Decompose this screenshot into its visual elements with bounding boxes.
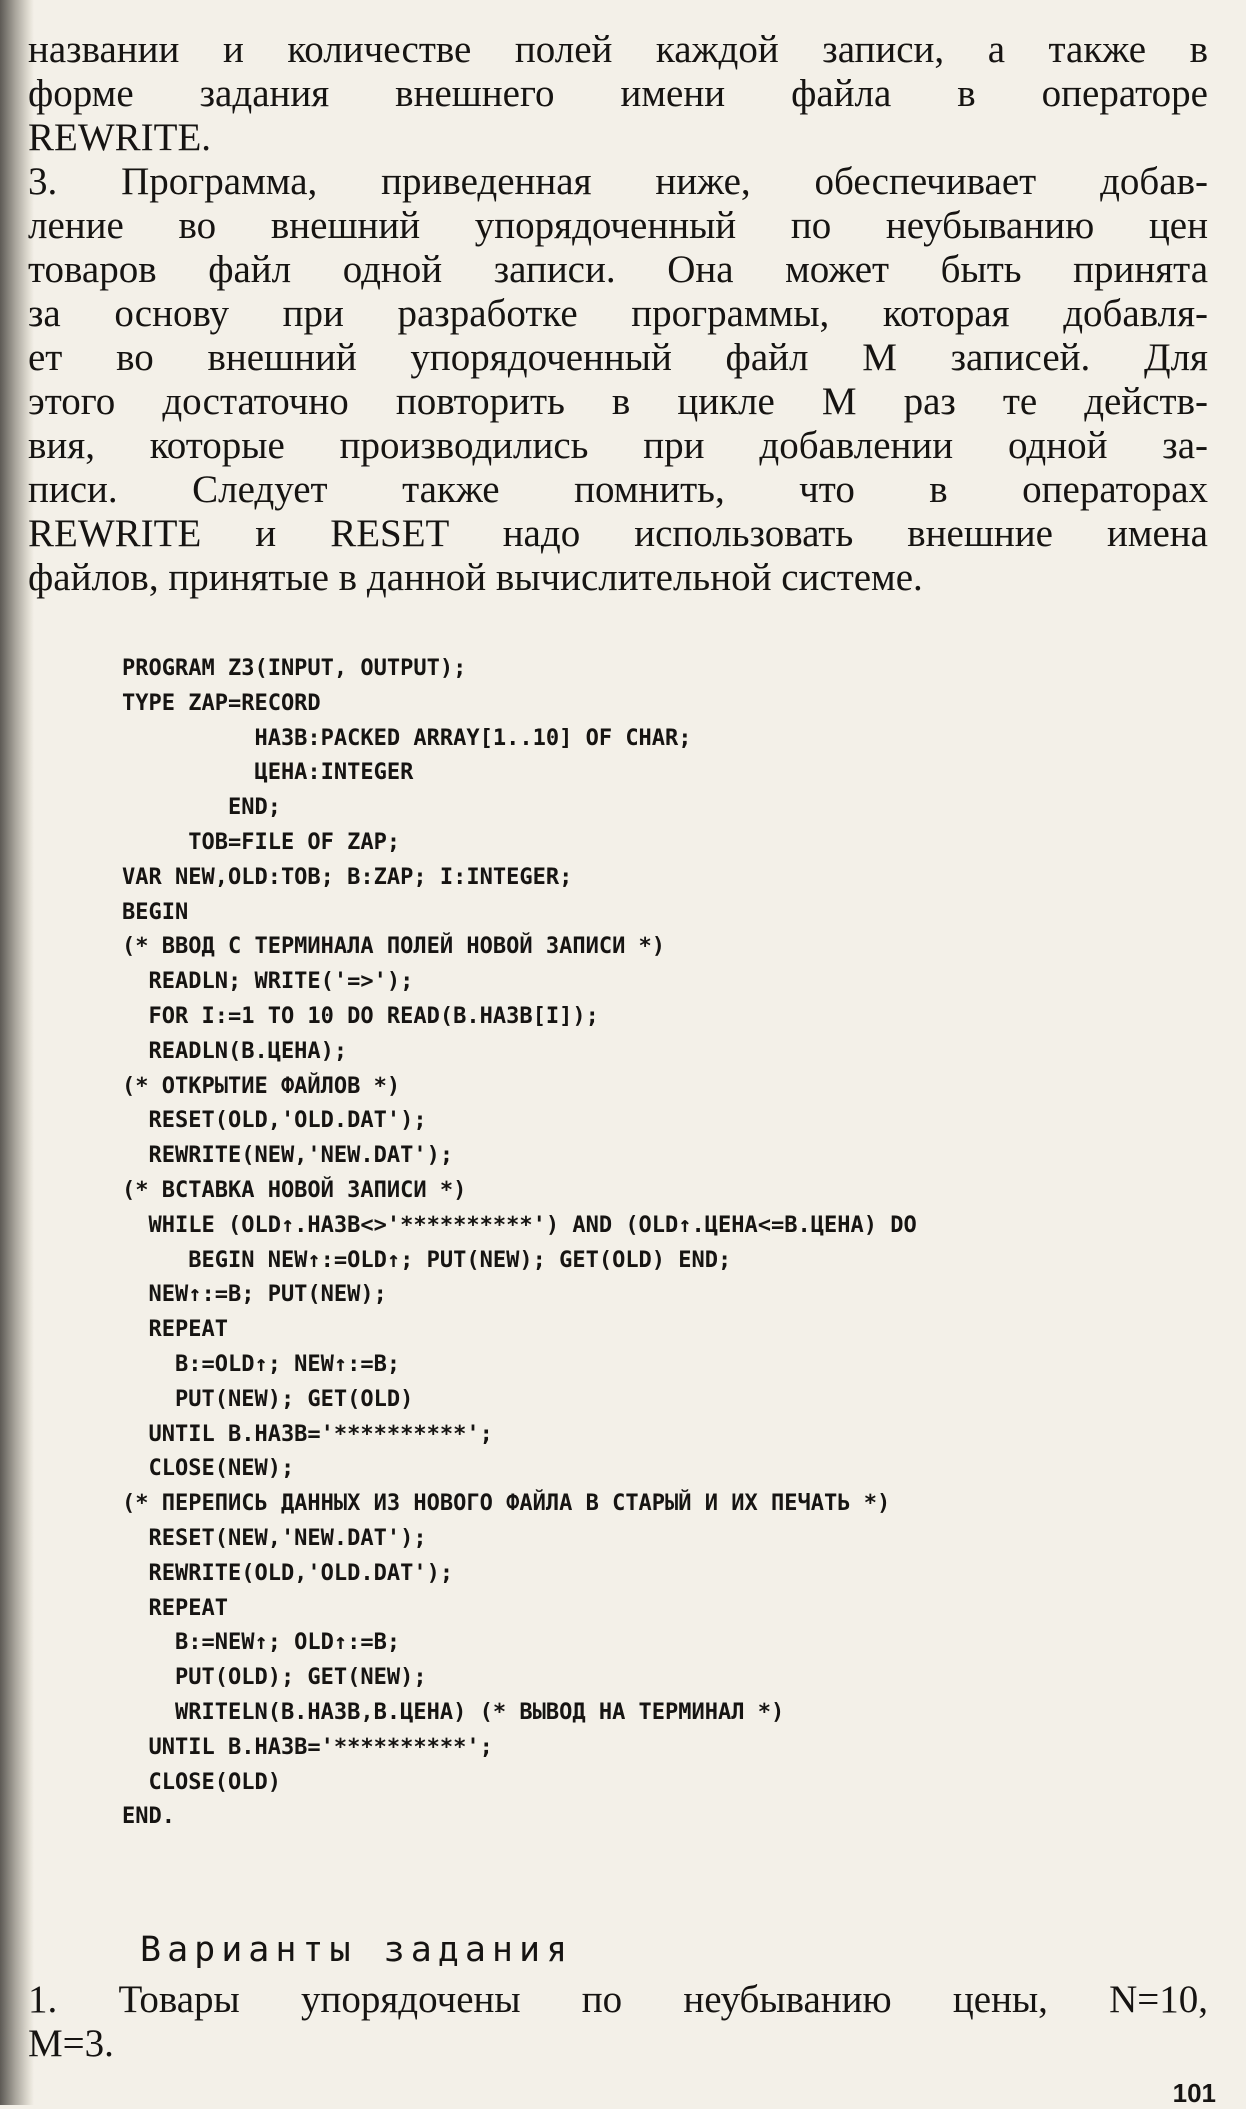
text-line: товаров файл одной записи. Она может быть принята [28, 248, 1208, 291]
code-line: READLN(B.ЦЕНА); [122, 1038, 348, 1064]
code-line: END; [122, 795, 281, 821]
text-line: писи. Следует также помнить, что в операторах [28, 468, 1208, 511]
code-line: TOB=FILE OF ZAP; [122, 829, 401, 855]
code-line: PUT(OLD); GET(NEW); [122, 1665, 427, 1691]
text-line: 3. Программа, приведенная ниже, обеспечивает добав- [28, 160, 1208, 203]
variant-1-paragraph [28, 1978, 1208, 2066]
section-heading: Варианты задания [140, 1930, 574, 1970]
code-line: WRITELN(B.НАЗВ,B.ЦЕНА) (* ВЫВОД НА ТЕРМИНАЛ *) [122, 1699, 785, 1725]
code-line: BEGIN [122, 899, 189, 925]
code-line: НАЗВ:PACKED ARRAY[1..10] OF CHAR; [122, 725, 692, 751]
code-line: BEGIN NEW↑:=OLD↑; PUT(NEW); GET(OLD) END; [122, 1247, 732, 1273]
intro-paragraph [28, 28, 1208, 160]
code-line: RESET(NEW,'NEW.DAT'); [122, 1525, 427, 1551]
code-line: REWRITE(NEW,'NEW.DAT'); [122, 1143, 454, 1169]
code-line: REPEAT [122, 1317, 228, 1343]
code-line: WHILE (OLD↑.НАЗВ<>'**********') AND (OLD↑.ЦЕНА<=B.ЦЕНА) DO [122, 1212, 917, 1238]
code-line: UNTIL B.НАЗВ='**********'; [122, 1734, 493, 1760]
page-number: 101 [1172, 2078, 1216, 2108]
code-line: B:=OLD↑; NEW↑:=B; [122, 1351, 401, 1377]
text-line: REWRITE. [28, 116, 212, 159]
code-line: (* ПЕРЕПИСЬ ДАННЫХ ИЗ НОВОГО ФАЙЛА В СТАРЫЙ И ИХ ПЕЧАТЬ *) [122, 1491, 891, 1517]
text-line: ет во внешний упорядоченный файл М записей. Для [28, 336, 1208, 379]
code-line: TYPE ZAP=RECORD [122, 690, 321, 716]
code-line: END. [122, 1804, 175, 1830]
code-line: PUT(NEW); GET(OLD) [122, 1386, 414, 1412]
code-line: NEW↑:=B; PUT(NEW); [122, 1282, 387, 1308]
text-line: форме задания внешнего имени файла в операторе [28, 72, 1208, 115]
text-line: файлов, принятые в данной вычислительной системе. [28, 556, 923, 599]
program-listing [122, 652, 1222, 1835]
text-line: вия, которые производились при добавлении одной за- [28, 424, 1208, 467]
code-line: (* ОТКРЫТИЕ ФАЙЛОВ *) [122, 1073, 401, 1099]
text-line: ление во внешний упорядоченный по неубыванию цен [28, 204, 1208, 247]
code-line: READLN; WRITE('=>'); [122, 969, 414, 995]
code-line: FOR I:=1 TO 10 DO READ(B.НАЗВ[I]); [122, 1003, 599, 1029]
text-line: за основу при разработке программы, которая добавля- [28, 292, 1208, 335]
code-line: VAR NEW,OLD:TOB; B:ZAP; I:INTEGER; [122, 864, 573, 890]
paragraph-3 [28, 160, 1208, 600]
code-line: (* ВВОД С ТЕРМИНАЛА ПОЛЕЙ НОВОЙ ЗАПИСИ *) [122, 934, 666, 960]
text-line: M=3. [28, 2022, 114, 2065]
text-line: 1. Товары упорядочены по неубыванию цены, N=10, [28, 1978, 1208, 2021]
text-line: названии и количестве полей каждой записи, а также в [28, 28, 1208, 71]
code-line: UNTIL B.НАЗВ='**********'; [122, 1421, 493, 1447]
code-line: REPEAT [122, 1595, 228, 1621]
code-line: B:=NEW↑; OLD↑:=B; [122, 1630, 401, 1656]
code-line: REWRITE(OLD,'OLD.DAT'); [122, 1560, 454, 1586]
code-line: ЦЕНА:INTEGER [122, 760, 414, 786]
text-line: REWRITE и RESET надо использовать внешние имена [28, 512, 1208, 555]
code-line: PROGRAM Z3(INPUT, OUTPUT); [122, 656, 467, 681]
text-line: этого достаточно повторить в цикле М раз те действ- [28, 380, 1208, 423]
code-line: RESET(OLD,'OLD.DAT'); [122, 1108, 427, 1134]
code-line: CLOSE(NEW); [122, 1456, 295, 1482]
code-line: (* ВСТАВКА НОВОЙ ЗАПИСИ *) [122, 1177, 467, 1203]
code-line: CLOSE(OLD) [122, 1769, 281, 1795]
